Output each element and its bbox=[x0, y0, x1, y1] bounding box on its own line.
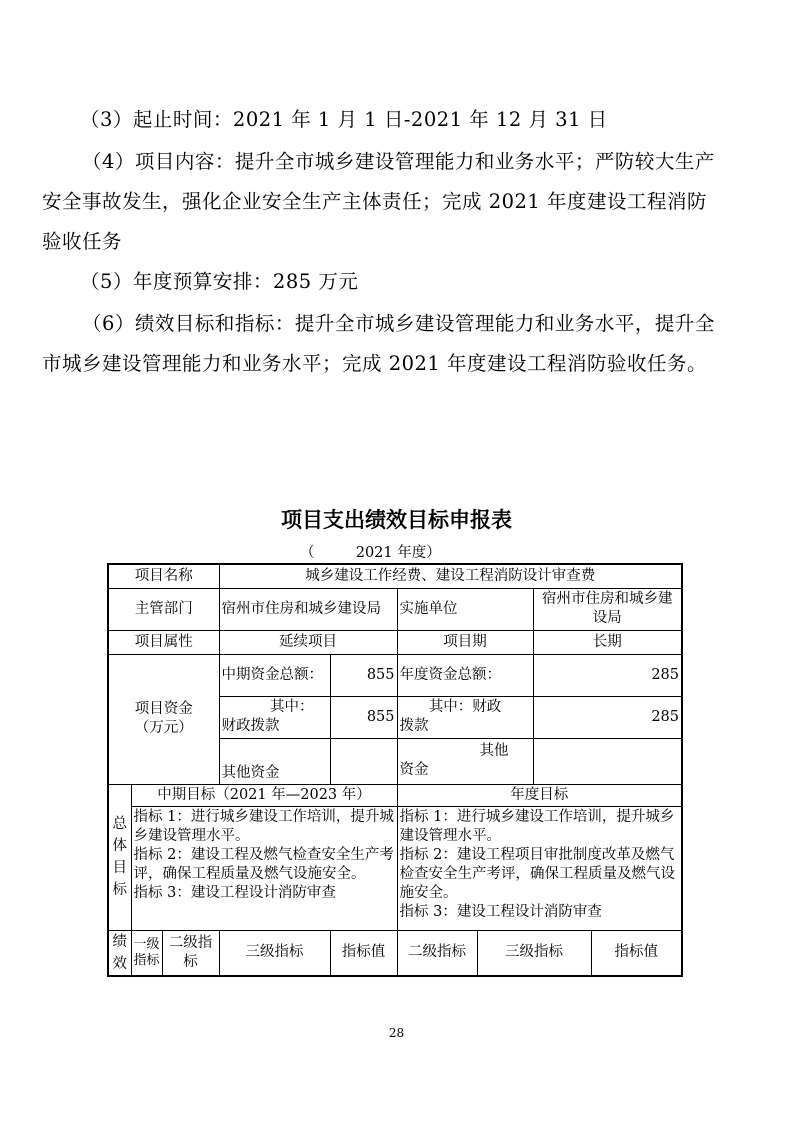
attr-value: 延续项目 bbox=[219, 630, 397, 654]
mid-goal-text: 指标 1：进行城乡建设工作培训，提升城乡建设管理水平。 指标 2：建设工程及燃气检查安全生产考评，确保工程质量及燃气设施安全。 指标 3：建设工程设计消防审查 bbox=[131, 806, 397, 930]
dept-value: 宿州市住房和城乡建设局 bbox=[219, 588, 397, 630]
impl-label: 实施单位 bbox=[397, 588, 533, 630]
value-header-b: 指标值 bbox=[591, 930, 682, 976]
mid-goal-header: 中期目标（2021 年—2023 年） bbox=[131, 784, 397, 806]
mid-fiscal-label bbox=[219, 696, 330, 738]
year-other-label bbox=[397, 738, 533, 784]
level3-header-b: 三级指标 bbox=[477, 930, 591, 976]
year-goal-header: 年度目标 bbox=[397, 784, 682, 806]
page-number: 28 bbox=[388, 1026, 405, 1040]
paragraph-budget: （5）年度预算安排：285 万元 bbox=[80, 270, 359, 293]
level2-header: 二级指标 bbox=[162, 930, 219, 976]
year-other-value bbox=[533, 738, 682, 784]
funds-label: 项目资金（万元） bbox=[108, 654, 219, 784]
period-value: 长期 bbox=[533, 630, 682, 654]
project-name-value: 城乡建设工作经费、建设工程消防设计审查费 bbox=[219, 564, 682, 588]
year-fiscal-value: 285 bbox=[533, 696, 682, 738]
overall-goal-label: 总体目标 bbox=[108, 784, 131, 930]
year-total-label: 年度资金总额： bbox=[397, 654, 533, 696]
year-fiscal-label-b: 拨款 bbox=[399, 718, 429, 734]
mid-other-value bbox=[330, 738, 397, 784]
level1-header: 一级指标 bbox=[131, 930, 162, 976]
table-title: 项目支出绩效目标申报表 bbox=[281, 508, 512, 532]
year-label: 2021 年度） bbox=[355, 545, 441, 561]
year-goal-text: 指标 1：进行城乡建设工作培训，提升城乡建设管理水平。 指标 2：建设工程项目审批制度改革及燃气检查安全生产考评，确保工程质量及燃气设施安全。 指标 3：建设工程设计消防审查 bbox=[397, 806, 682, 930]
paragraph-goals: （6）绩效目标和指标：提升全市城乡建设管理能力和业务水平，提升全市城乡建设管理能力和业务水平；完成 2021 年度建设工程消防验收任务。 bbox=[42, 312, 715, 375]
value-header: 指标值 bbox=[330, 930, 397, 976]
mid-total-value: 855 bbox=[330, 654, 397, 696]
paragraph-time: （3）起止时间：2021 年 1 月 1 日-2021 年 12 月 31 日 bbox=[80, 108, 608, 131]
year-other-label-b: 资金 bbox=[399, 762, 429, 778]
project-name-label: 项目名称 bbox=[108, 564, 219, 588]
period-label: 项目期 bbox=[397, 630, 533, 654]
mid-fiscal-value: 855 bbox=[330, 696, 397, 738]
year-total-value: 285 bbox=[533, 654, 682, 696]
year-caption bbox=[300, 541, 441, 562]
mid-other-label: 其他资金 bbox=[219, 738, 330, 784]
level2-header-b: 二级指标 bbox=[397, 930, 477, 976]
year-fiscal-label-a: 其中：财政 bbox=[428, 699, 502, 715]
dept-label: 主管部门 bbox=[108, 588, 219, 630]
mid-total-label: 中期资金总额： bbox=[219, 654, 330, 696]
level3-header: 三级指标 bbox=[219, 930, 330, 976]
mid-fiscal-label-b: 财政拨款 bbox=[221, 718, 280, 734]
perf-label: 绩效 bbox=[108, 930, 131, 976]
performance-table bbox=[107, 563, 683, 977]
year-open-paren: （ bbox=[300, 545, 315, 561]
paragraph-content: （4）项目内容：提升全市城乡建设管理能力和业务水平；严防较大生产安全事故发生，强化企业安全生产主体责任；完成 2021 年度建设工程消防验收任务 bbox=[42, 150, 715, 253]
year-fiscal-label bbox=[397, 696, 533, 738]
attr-label: 项目属性 bbox=[108, 630, 219, 654]
impl-value: 宿州市住房和城乡建设局 bbox=[533, 588, 682, 630]
year-other-label-a: 其他 bbox=[479, 743, 509, 759]
mid-fiscal-label-a: 其中： bbox=[270, 699, 314, 715]
